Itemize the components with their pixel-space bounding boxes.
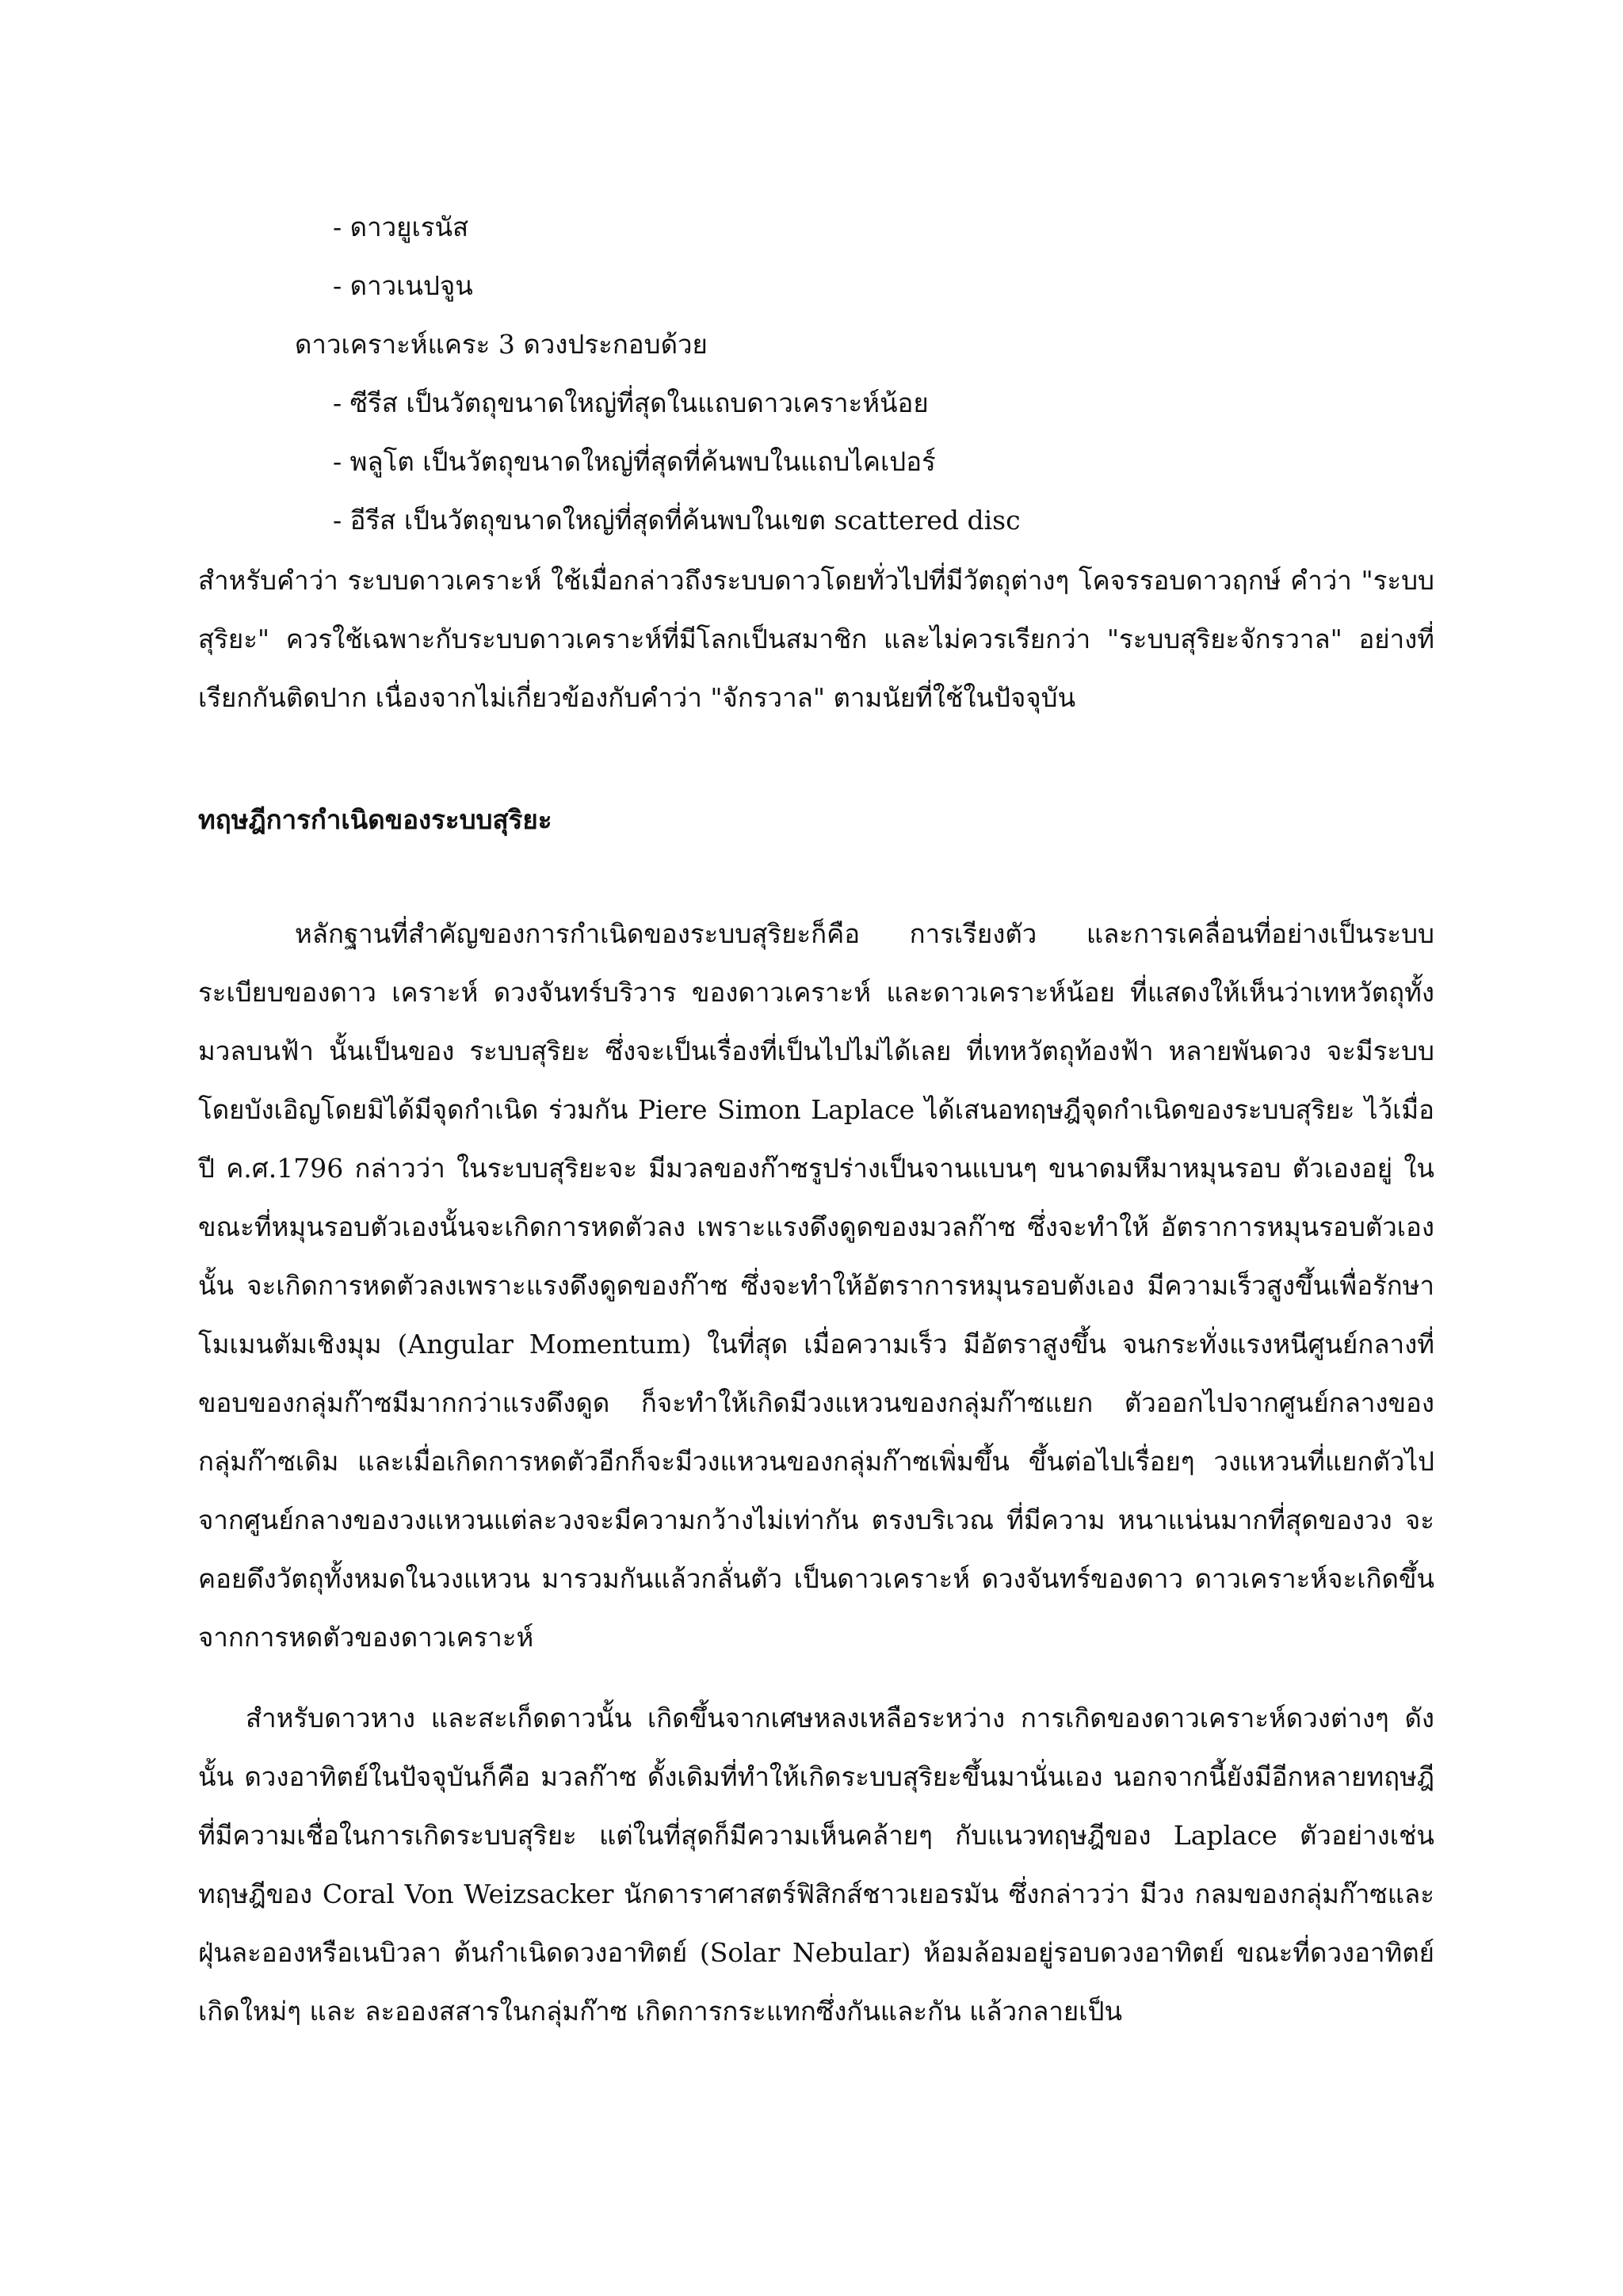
section-heading: ทฤษฎีการกำเนิดของระบบสุริยะ <box>198 804 552 835</box>
theory-paragraph: หลักฐานที่สำคัญของการกำเนิดของระบบสุริยะก็คือ การเรียงตัว และการเคลื่อนที่อย่างเป็นระบบระเบียบของดาว เคราะห์ ดวงจันทร์บริวาร ของดาวเคราะห์ และดาวเคราะห์น้อย ที่แสดงให้เห็นว่าเทหวัตถุทั้งมวลบนฟ้า นั้นเป็นของ ระบบสุริยะ ซึ่งจะเป็นเรื่องที่เป็นไปไม่ได้เลย ที่เทหวัตถุท้องฟ้า หลายพันดวง จะมีระบบ โดยบังเอิญโดยมิได้มีจุดกำเนิด ร่วมกัน Piere Simon Laplace ได้เสนอทฤษฎีจุดกำเนิดของระบบสุริยะ ไว้เมื่อปี ค.ศ.1796 กล่าวว่า ในระบบสุริยะจะ มีมวลของก๊าซรูปร่างเป็นจานแบนๆ ขนาดมหึมาหมุนรอบ ตัวเองอยู่ ในขณะที่หมุนรอบตัวเองนั้นจะเกิดการหดตัวลง เพราะแรงดึงดูดของมวลก๊าซ ซึ่งจะทำให้ อัตราการหมุนรอบตัวเองนั้น จะเกิดการหดตัวลงเพราะแรงดึงดูดของก๊าซ ซึ่งจะทำให้อัตราการหมุนรอบตังเอง มีความเร็วสูงขึ้นเพื่อรักษาโมเมนตัมเชิงมุม (Angular Momentum) ในที่สุด เมื่อความเร็ว มีอัตราสูงขึ้น จนกระทั่งแรงหนีศูนย์กลางที่ขอบของกลุ่มก๊าซมีมากกว่าแรงดึงดูด ก็จะทำให้เกิดมีวงแหวนของกลุ่มก๊าซแยก ตัวออกไปจากศูนย์กลางของกลุ่มก๊าซเดิม และเมื่อเกิดการหดตัวอีกก็จะมีวงแหวนของกลุ่มก๊าซเพิ่มขึ้น ขึ้นต่อไปเรื่อยๆ วงแหวนที่แยกตัวไปจากศูนย์กลางของวงแหวนแต่ละวงจะมีความกว้างไม่เท่ากัน ตรงบริเวณ ที่มีความ หนาแน่นมากที่สุดของวง จะคอยดึงวัตถุทั้งหมดในวงแหวน มารวมกันแล้วกลั่นตัว เป็นดาวเคราะห์ ดวงจันทร์ของดาว ดาวเคราะห์จะเกิดขึ้นจากการหดตัวของดาวเคราะห์ <box>198 918 1434 1653</box>
theory-paragraph: สำหรับดาวหาง และสะเก็ดดาวนั้น เกิดขึ้นจากเศษหลงเหลือระหว่าง การเกิดของดาวเคราะห์ดวงต่างๆ ดังนั้น ดวงอาทิตย์ในปัจจุบันก็คือ มวลก๊าซ ดั้งเดิมที่ทำให้เกิดระบบสุริยะขึ้นมานั่นเอง นอกจากนี้ยังมีอีกหลายทฤษฎีที่มีความเชื่อในการเกิดระบบสุริยะ แต่ในที่สุดก็มีความเห็นคล้ายๆ กับแนวทฤษฎีของ Laplace ตัวอย่างเช่น ทฤษฎีของ Coral Von Weizsacker นักดาราศาสตร์ฟิสิกส์ชาวเยอรมัน ซึ่งกล่าวว่า มีวง กลมของกลุ่มก๊าซและฝุ่นละอองหรือเนบิวลา ต้นกำเนิดดวงอาทิตย์ (Solar Nebular) ห้อมล้อมอยู่รอบดวงอาทิตย์ ขณะที่ดวงอาทิตย์เกิดใหม่ๆ และ ละอองสสารในกลุ่มก๊าซ เกิดการกระแทกซึ่งกันและกัน แล้วกลายเป็น <box>198 1703 1434 2027</box>
planet-list-block <box>198 198 1434 550</box>
list-item: - ซีรีส เป็นวัตถุขนาดใหญ่ที่สุดในแถบดาวเคราะห์น้อย <box>333 387 929 418</box>
list-item: - ดาวยูเรนัส <box>333 212 469 242</box>
list-item: - ดาวเนปจูน <box>333 270 473 301</box>
list-item: - พลูโต เป็นวัตถุขนาดใหญ่ที่สุดที่ค้นพบในแถบไคเปอร์ <box>333 446 936 477</box>
list-item: - อีรีส เป็นวัตถุขนาดใหญ่ที่สุดที่ค้นพบในเขต scattered disc <box>333 505 1021 536</box>
system-note-paragraph: สำหรับคำว่า ระบบดาวเคราะห์ ใช้เมื่อกล่าวถึงระบบดาวโดยทั่วไปที่มีวัตถุต่างๆ โคจรรอบดาวฤกษ์ คำว่า "ระบบสุริยะ" ควรใช้เฉพาะกับระบบดาวเคราะห์ที่มีโลกเป็นสมาชิก และไม่ควรเรียกว่า "ระบบสุริยะจักรวาล" อย่างที่เรียกกันติดปาก เนื่องจากไม่เกี่ยวข้องกับคำว่า "จักรวาล" ตามนัยที่ใช้ในปัจจุบัน <box>198 565 1434 713</box>
dwarf-planet-heading: ดาวเคราะห์แคระ 3 ดวงประกอบด้วย <box>295 329 708 360</box>
